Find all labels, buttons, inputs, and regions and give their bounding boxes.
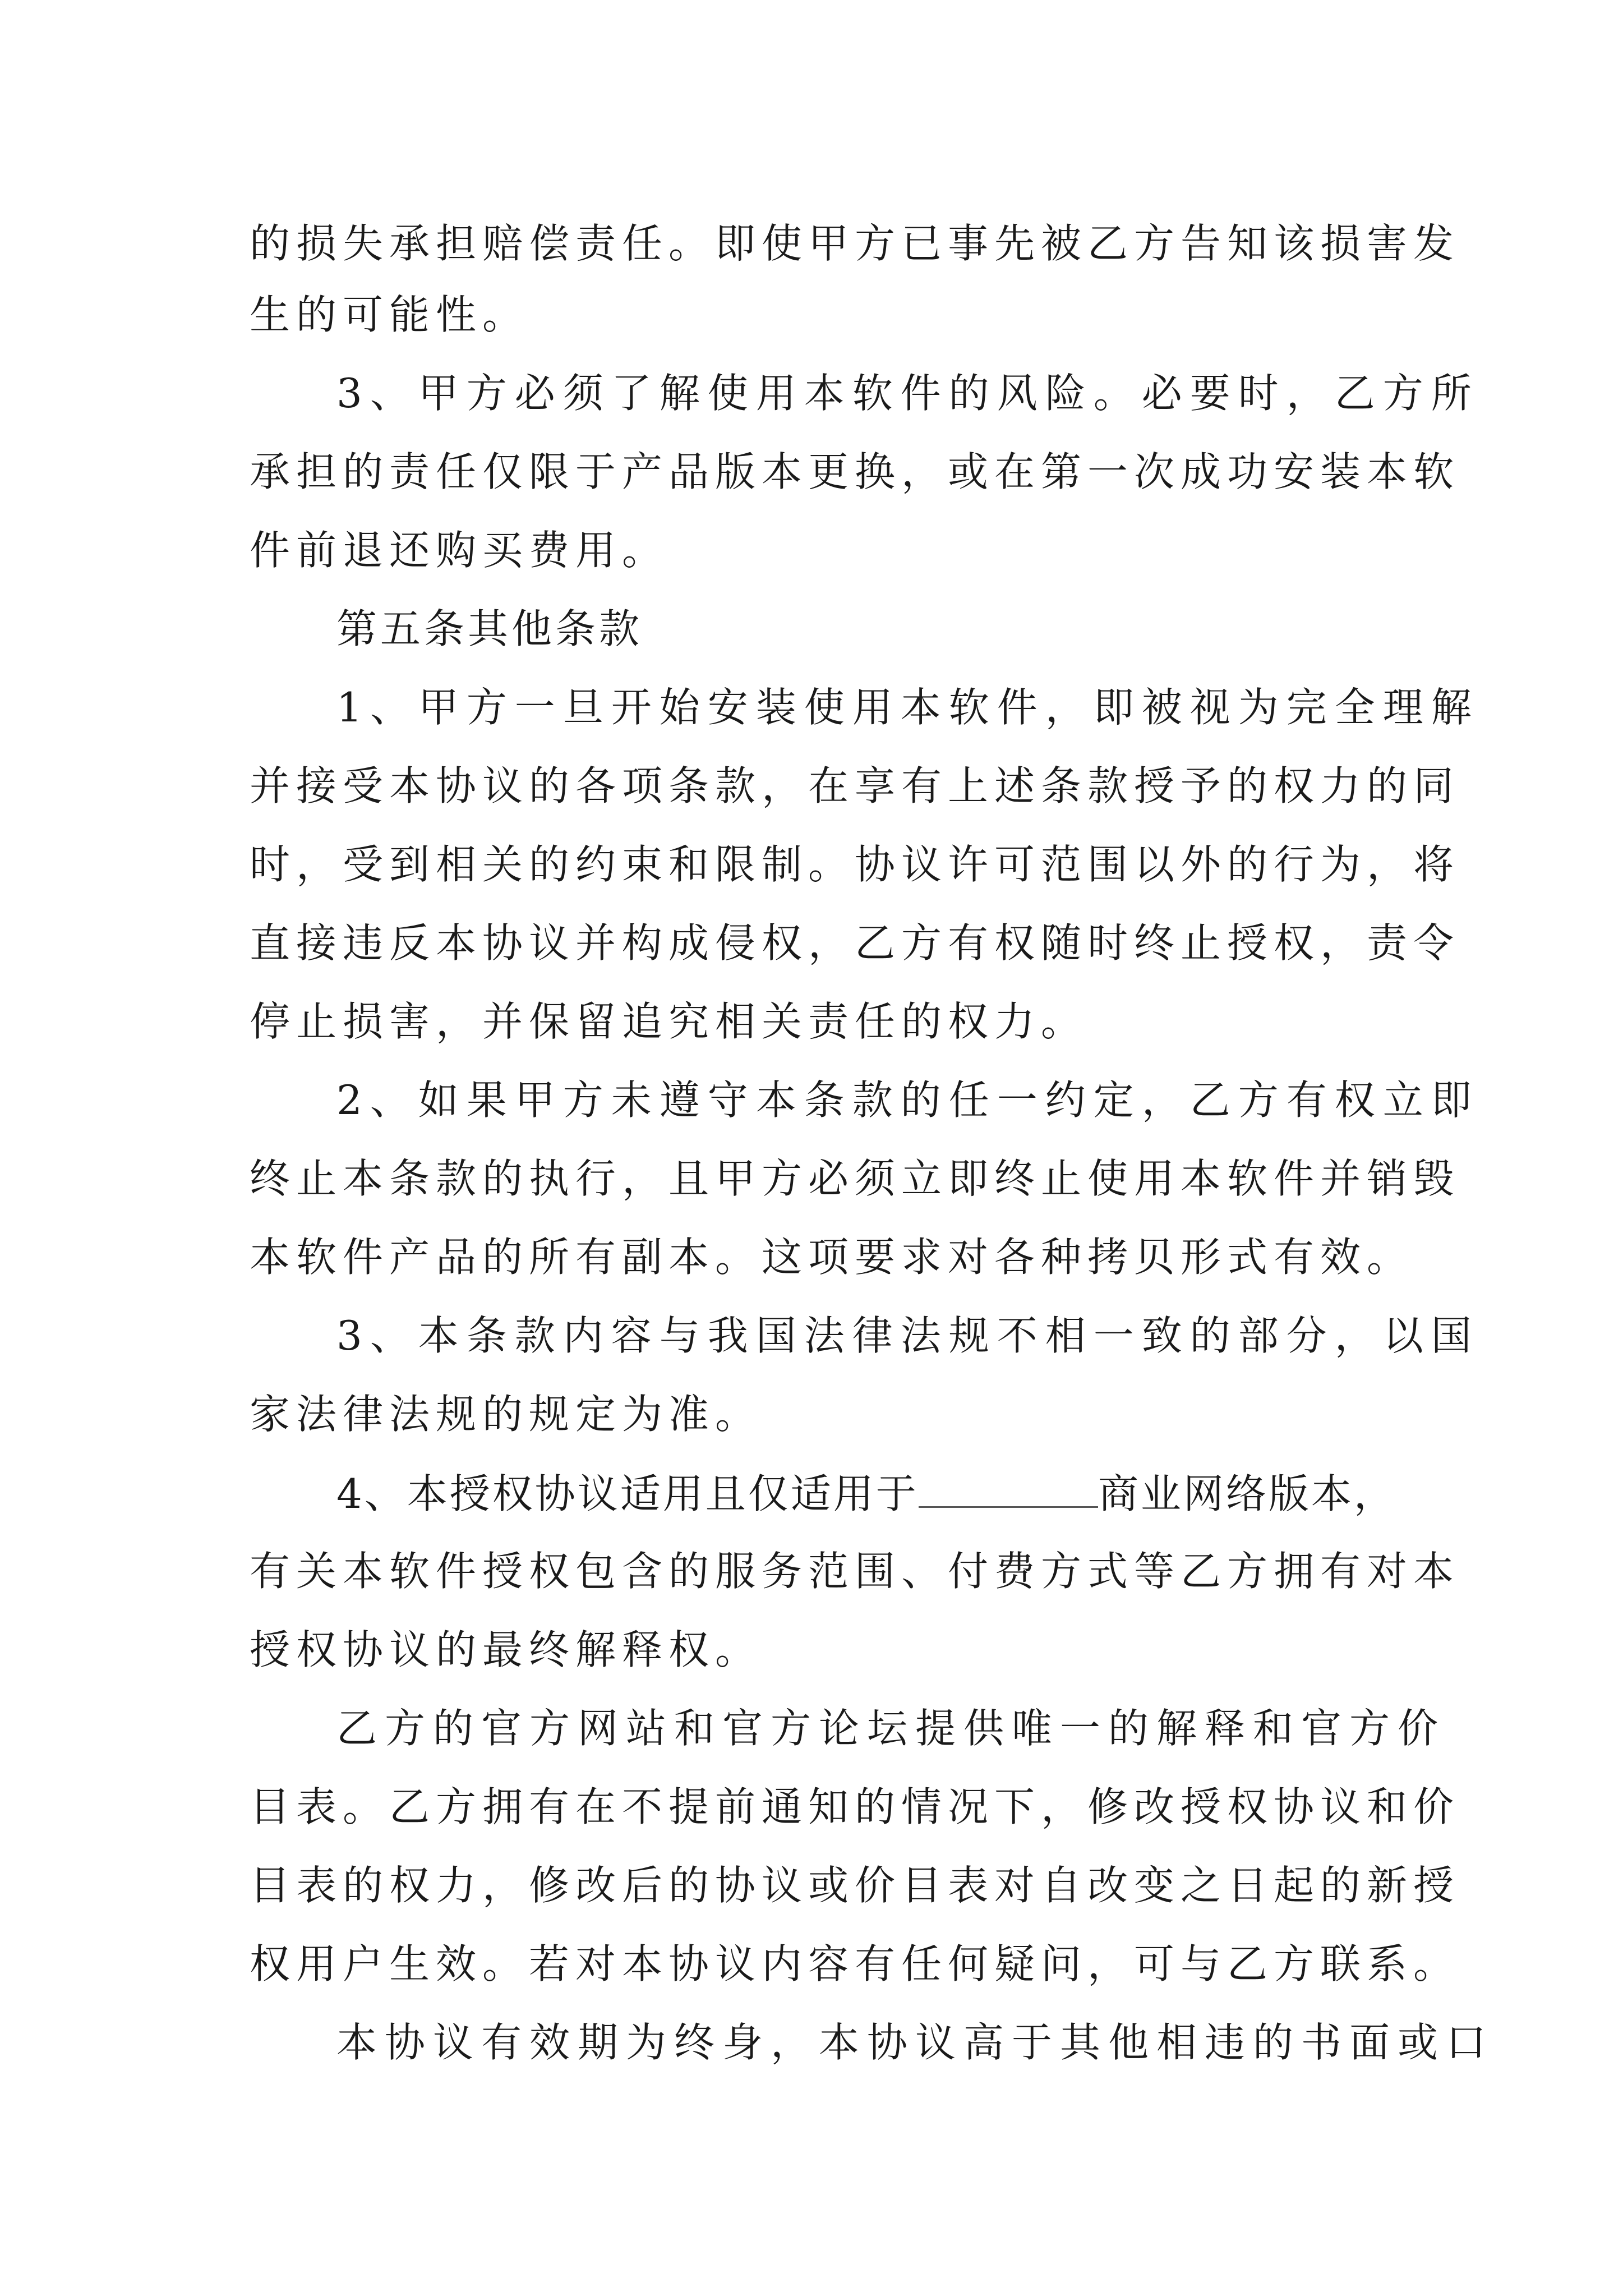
text-line-3: 3、甲方必须了解使用本软件的风险。必要时，乙方所 — [336, 370, 1479, 417]
text-line-8: 并接受本协议的各项条款，在享有上述条款授予的权力的同 — [250, 762, 1460, 809]
text-line-14: 本软件产品的所有副本。这项要求对各种拷贝形式有效。 — [250, 1234, 1414, 1281]
clause-4-suffix: 商业网络版本， — [1098, 1470, 1396, 1517]
text-line-11: 停止损害，并保留追究相关责任的权力。 — [250, 998, 1088, 1045]
text-line-20: 乙方的官方网站和官方论坛提供唯一的解释和官方价 — [336, 1705, 1446, 1752]
text-line-clause-4 — [336, 1470, 1396, 1517]
text-line-23: 权用户生效。若对本协议内容有任何疑问，可与乙方联系。 — [250, 1940, 1460, 1987]
section-heading-article-5: 第五条其他条款 — [336, 605, 643, 652]
text-line-10: 直接违反本协议并构成侵权，乙方有权随时终止授权，责令 — [250, 919, 1460, 967]
text-line-2: 生的可能性。 — [250, 291, 529, 338]
text-line-16: 家法律法规的规定为准。 — [250, 1391, 762, 1438]
text-line-9: 时，受到相关的约束和限制。协议许可范围以外的行为，将 — [250, 841, 1460, 888]
text-line-5: 件前退还购买费用。 — [250, 527, 669, 574]
text-line-7: 1、甲方一旦开始安装使用本软件，即被视为完全理解 — [336, 684, 1479, 731]
text-line-1: 的损失承担赔偿责任。即使甲方已事先被乙方告知该损害发 — [250, 220, 1460, 267]
text-line-19: 授权协议的最终解释权。 — [250, 1626, 762, 1673]
fill-in-blank — [919, 1473, 1098, 1508]
text-line-21: 目表。乙方拥有在不提前通知的情况下，修改授权协议和价 — [250, 1783, 1460, 1830]
clause-4-prefix: 4、本授权协议适用且仅适用于 — [336, 1470, 919, 1517]
text-line-15: 3、本条款内容与我国法律法规不相一致的部分，以国 — [336, 1312, 1479, 1359]
text-line-4: 承担的责任仅限于产品版本更换，或在第一次成功安装本软 — [250, 448, 1460, 495]
text-line-18: 有关本软件授权包含的服务范围、付费方式等乙方拥有对本 — [250, 1548, 1460, 1595]
text-line-24: 本协议有效期为终身，本协议高于其他相违的书面或口 — [336, 2019, 1495, 2066]
text-line-13: 终止本条款的执行，且甲方必须立即终止使用本软件并销毁 — [250, 1155, 1460, 1202]
text-line-12: 2、如果甲方未遵守本条款的任一约定，乙方有权立即 — [336, 1076, 1479, 1124]
text-line-22: 目表的权力，修改后的协议或价目表对自改变之日起的新授 — [250, 1862, 1460, 1909]
